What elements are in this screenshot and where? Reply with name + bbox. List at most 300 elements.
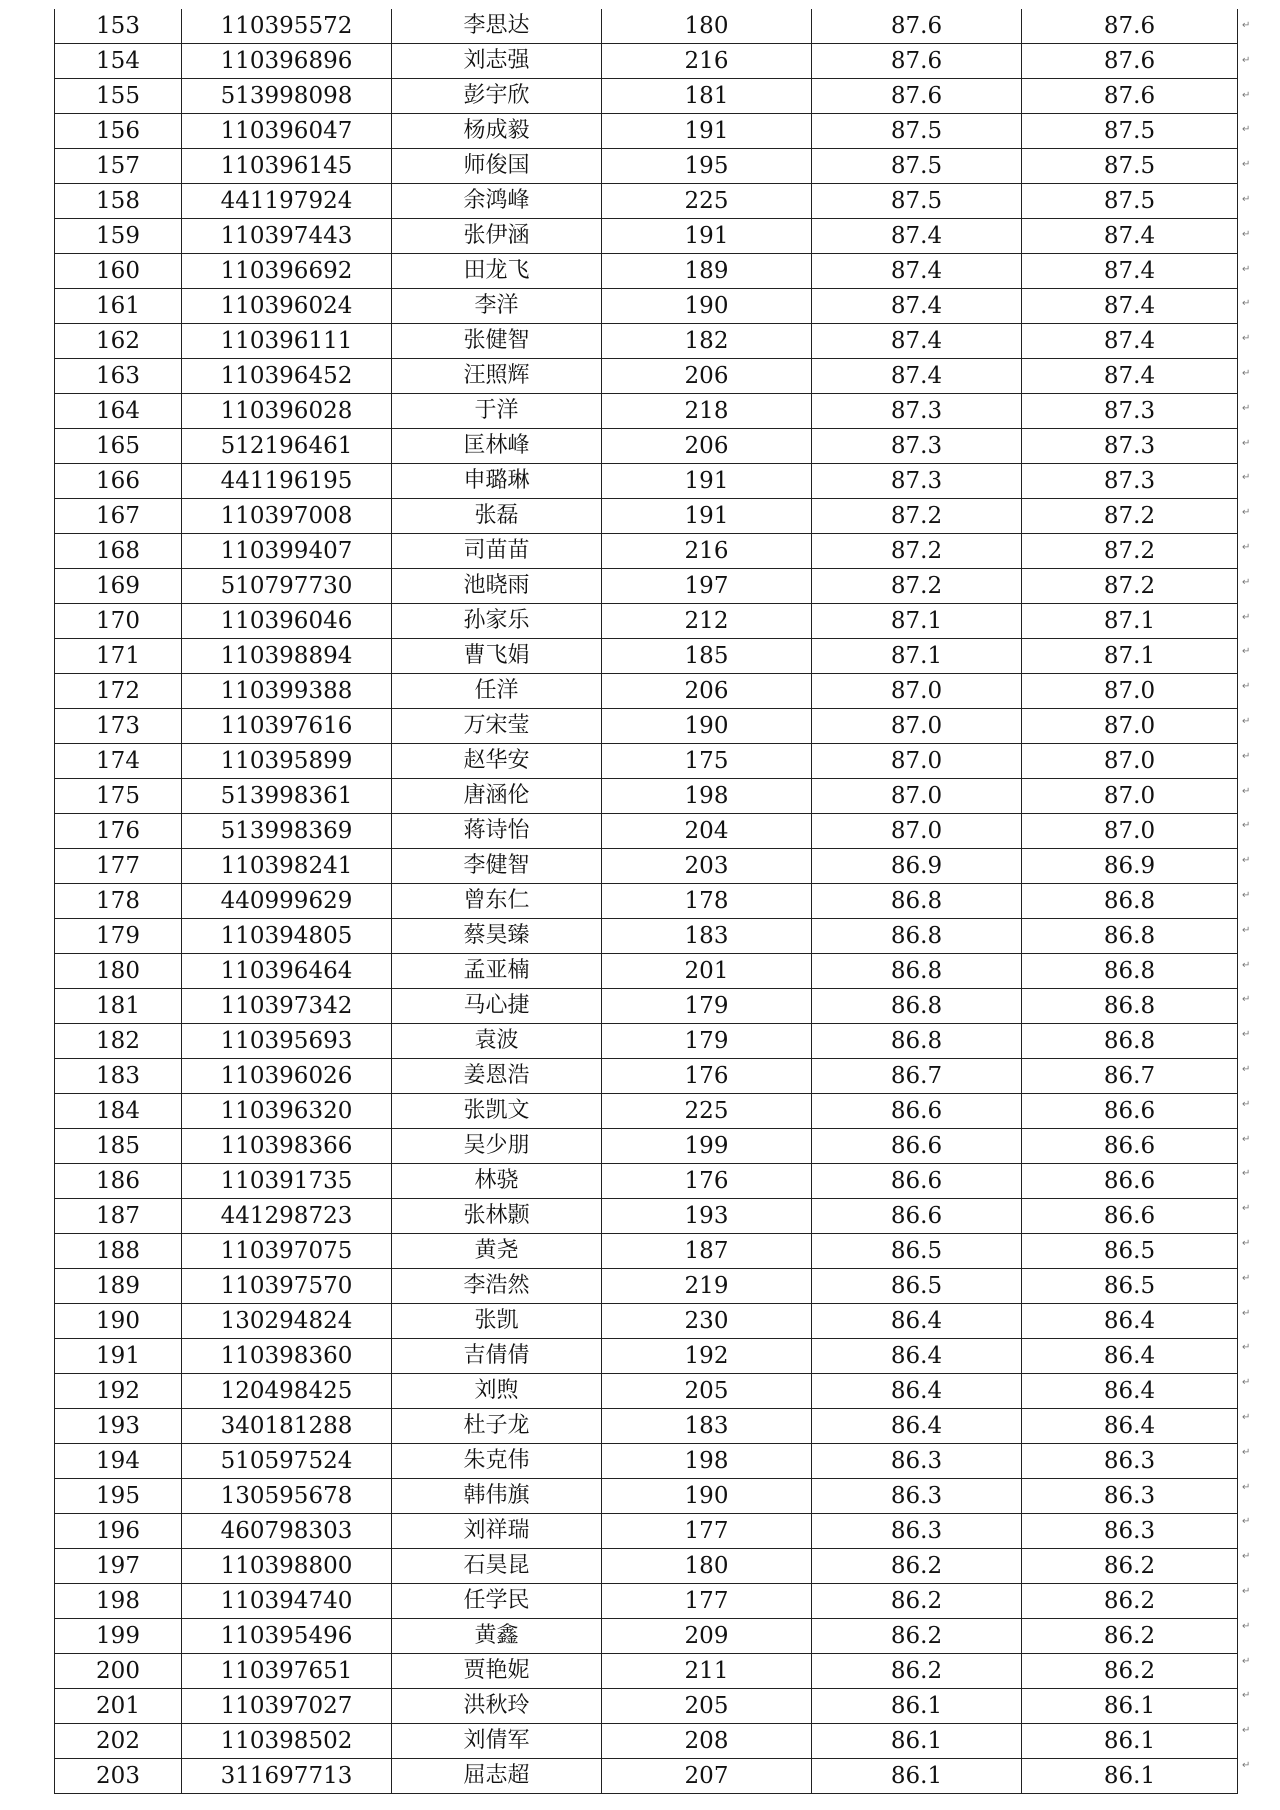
table-row: [55, 149, 1238, 184]
name-cell: 张凯文: [392, 1094, 602, 1129]
name-cell: 万宋莹: [392, 709, 602, 744]
row-end-mark: ↵: [1242, 1238, 1251, 1249]
table-row: [55, 1094, 1238, 1129]
id-cell: 110391735: [182, 1164, 392, 1199]
name-cell: 刘祥瑞: [392, 1514, 602, 1549]
id-cell: 110394740: [182, 1584, 392, 1619]
row-end-mark: ↵: [1242, 924, 1251, 936]
score-cell: 177: [602, 1514, 812, 1549]
table-row: [55, 1234, 1238, 1269]
id-cell: 130294824: [182, 1304, 392, 1339]
name-cell: 司苗苗: [392, 534, 602, 569]
rank-cell: 171: [55, 639, 182, 674]
name-cell: 张伊涵: [392, 219, 602, 254]
table-row: [55, 884, 1238, 919]
grade-cell: 86.2: [812, 1584, 1022, 1619]
id-cell: 110398360: [182, 1339, 392, 1374]
row-end-mark: ↵: [1242, 1064, 1251, 1075]
name-cell: 刘煦: [392, 1374, 602, 1409]
score-cell: 218: [602, 394, 812, 429]
rank-cell: 190: [55, 1304, 182, 1339]
table-row: [55, 429, 1238, 464]
row-end-mark: ↵: [1242, 1446, 1251, 1458]
score-cell: 195: [602, 149, 812, 184]
grade-cell: 87.6: [812, 79, 1022, 114]
score-cell: 225: [602, 184, 812, 219]
table-row: [55, 394, 1238, 429]
table-row: [55, 989, 1238, 1024]
row-end-mark: ↵: [1242, 1168, 1251, 1180]
grade-cell: 87.4: [812, 359, 1022, 394]
id-cell: 110395496: [182, 1619, 392, 1654]
row-end-mark: ↵: [1242, 611, 1251, 623]
id-cell: 110397651: [182, 1654, 392, 1689]
score-cell: 176: [602, 1164, 812, 1199]
rank-cell: 192: [55, 1374, 182, 1409]
final-grade-cell: 87.1: [1022, 604, 1238, 639]
rank-cell: 155: [55, 79, 182, 114]
table-row: [55, 1374, 1238, 1409]
grade-cell: 86.8: [812, 1024, 1022, 1059]
table-row: [55, 569, 1238, 604]
final-grade-cell: 87.0: [1022, 779, 1238, 814]
final-grade-cell: 86.2: [1022, 1619, 1238, 1654]
table-row: [55, 919, 1238, 954]
final-grade-cell: 87.3: [1022, 394, 1238, 429]
grade-cell: 86.4: [812, 1374, 1022, 1409]
name-cell: 汪照辉: [392, 359, 602, 394]
id-cell: 311697713: [182, 1759, 392, 1794]
score-cell: 179: [602, 1024, 812, 1059]
row-end-mark: ↵: [1242, 437, 1251, 449]
final-grade-cell: 87.0: [1022, 814, 1238, 849]
final-grade-cell: 87.5: [1022, 114, 1238, 149]
id-cell: 110397443: [182, 219, 392, 254]
id-cell: 513998361: [182, 779, 392, 814]
row-end-mark: ↵: [1242, 1655, 1251, 1667]
final-grade-cell: 86.4: [1022, 1374, 1238, 1409]
table-row: [55, 1199, 1238, 1234]
grade-cell: 87.1: [812, 604, 1022, 639]
score-cell: 191: [602, 464, 812, 499]
name-cell: 唐涵伦: [392, 779, 602, 814]
score-cell: 191: [602, 499, 812, 534]
final-grade-cell: 86.4: [1022, 1409, 1238, 1444]
id-cell: 110395693: [182, 1024, 392, 1059]
row-end-mark: ↵: [1242, 124, 1251, 136]
id-cell: 110396111: [182, 324, 392, 359]
final-grade-cell: 86.6: [1022, 1094, 1238, 1129]
row-end-mark: ↵: [1242, 1516, 1251, 1528]
name-cell: 余鸿峰: [392, 184, 602, 219]
id-cell: 110396896: [182, 44, 392, 79]
final-grade-cell: 87.5: [1022, 184, 1238, 219]
grade-cell: 87.5: [812, 114, 1022, 149]
row-end-mark: ↵: [1242, 159, 1251, 171]
id-cell: 110396046: [182, 604, 392, 639]
row-end-mark: ↵: [1242, 20, 1251, 31]
final-grade-cell: 86.8: [1022, 919, 1238, 954]
grade-cell: 86.4: [812, 1339, 1022, 1374]
row-end-mark: ↵: [1242, 542, 1251, 553]
table-row: [55, 1304, 1238, 1339]
score-cell: 183: [602, 919, 812, 954]
final-grade-cell: 86.3: [1022, 1514, 1238, 1549]
row-end-mark: ↵: [1242, 54, 1251, 66]
id-cell: 110396464: [182, 954, 392, 989]
name-cell: 杜子龙: [392, 1409, 602, 1444]
id-cell: 441196195: [182, 464, 392, 499]
score-cell: 192: [602, 1339, 812, 1374]
table-row: [55, 1164, 1238, 1199]
name-cell: 曹飞娟: [392, 639, 602, 674]
table-row: [55, 1024, 1238, 1059]
rank-cell: 159: [55, 219, 182, 254]
row-end-mark: ↵: [1242, 681, 1251, 693]
final-grade-cell: 86.6: [1022, 1164, 1238, 1199]
grade-cell: 86.3: [812, 1444, 1022, 1479]
table-row: [55, 184, 1238, 219]
rank-cell: 163: [55, 359, 182, 394]
row-end-mark: ↵: [1242, 1272, 1251, 1284]
grade-cell: 86.7: [812, 1059, 1022, 1094]
final-grade-cell: 86.2: [1022, 1584, 1238, 1619]
final-grade-cell: 86.6: [1022, 1199, 1238, 1234]
final-grade-cell: 86.7: [1022, 1059, 1238, 1094]
id-cell: 110395572: [182, 9, 392, 44]
rank-cell: 195: [55, 1479, 182, 1514]
score-cell: 185: [602, 639, 812, 674]
score-cell: 190: [602, 289, 812, 324]
row-end-mark: ↵: [1242, 716, 1251, 727]
score-cell: 182: [602, 324, 812, 359]
final-grade-cell: 87.4: [1022, 289, 1238, 324]
table-row: [55, 254, 1238, 289]
rank-cell: 179: [55, 919, 182, 954]
table-row: [55, 1479, 1238, 1514]
rank-cell: 200: [55, 1654, 182, 1689]
row-end-mark: ↵: [1242, 298, 1251, 310]
name-cell: 赵华安: [392, 744, 602, 779]
grade-cell: 86.3: [812, 1479, 1022, 1514]
name-cell: 张健智: [392, 324, 602, 359]
rank-cell: 157: [55, 149, 182, 184]
final-grade-cell: 86.8: [1022, 1024, 1238, 1059]
score-cell: 211: [602, 1654, 812, 1689]
final-grade-cell: 87.2: [1022, 499, 1238, 534]
rank-cell: 189: [55, 1269, 182, 1304]
row-end-mark: ↵: [1242, 785, 1251, 797]
rank-cell: 161: [55, 289, 182, 324]
id-cell: 110398800: [182, 1549, 392, 1584]
name-cell: 刘倩军: [392, 1724, 602, 1759]
id-cell: 513998369: [182, 814, 392, 849]
grade-cell: 86.1: [812, 1759, 1022, 1794]
rank-cell: 198: [55, 1584, 182, 1619]
score-table: [54, 9, 1238, 1794]
rank-cell: 202: [55, 1724, 182, 1759]
name-cell: 黄尧: [392, 1234, 602, 1269]
final-grade-cell: 86.5: [1022, 1234, 1238, 1269]
rank-cell: 166: [55, 464, 182, 499]
rank-cell: 184: [55, 1094, 182, 1129]
grade-cell: 87.2: [812, 569, 1022, 604]
table-row: [55, 324, 1238, 359]
score-cell: 193: [602, 1199, 812, 1234]
rank-cell: 193: [55, 1409, 182, 1444]
rank-cell: 199: [55, 1619, 182, 1654]
final-grade-cell: 86.1: [1022, 1724, 1238, 1759]
row-end-mark: ↵: [1242, 750, 1251, 762]
score-cell: 177: [602, 1584, 812, 1619]
grade-cell: 87.0: [812, 744, 1022, 779]
row-end-mark: ↵: [1242, 1133, 1251, 1145]
name-cell: 洪秋玲: [392, 1689, 602, 1724]
table-row: [55, 814, 1238, 849]
name-cell: 吉倩倩: [392, 1339, 602, 1374]
table-row: [55, 1269, 1238, 1304]
table-row: [55, 1444, 1238, 1479]
rank-cell: 170: [55, 604, 182, 639]
final-grade-cell: 87.0: [1022, 744, 1238, 779]
name-cell: 田龙飞: [392, 254, 602, 289]
id-cell: 440999629: [182, 884, 392, 919]
score-cell: 207: [602, 1759, 812, 1794]
table-row: [55, 709, 1238, 744]
final-grade-cell: 87.6: [1022, 9, 1238, 44]
grade-cell: 87.6: [812, 9, 1022, 44]
row-end-mark: ↵: [1242, 228, 1251, 240]
score-cell: 203: [602, 849, 812, 884]
final-grade-cell: 86.4: [1022, 1304, 1238, 1339]
rank-cell: 172: [55, 674, 182, 709]
row-end-mark: ↵: [1242, 472, 1251, 484]
grade-cell: 87.0: [812, 674, 1022, 709]
row-end-mark: ↵: [1242, 820, 1251, 832]
row-end-mark: ↵: [1242, 1342, 1251, 1354]
score-cell: 204: [602, 814, 812, 849]
final-grade-cell: 86.3: [1022, 1444, 1238, 1479]
rank-cell: 162: [55, 324, 182, 359]
rank-cell: 154: [55, 44, 182, 79]
row-end-mark: ↵: [1242, 507, 1251, 519]
table-row: [55, 1724, 1238, 1759]
rank-cell: 168: [55, 534, 182, 569]
score-cell: 179: [602, 989, 812, 1024]
row-end-mark: ↵: [1242, 1098, 1251, 1110]
name-cell: 张林颢: [392, 1199, 602, 1234]
score-cell: 183: [602, 1409, 812, 1444]
table-row: [55, 604, 1238, 639]
id-cell: 110398366: [182, 1129, 392, 1164]
final-grade-cell: 87.4: [1022, 359, 1238, 394]
score-cell: 190: [602, 1479, 812, 1514]
final-grade-cell: 87.2: [1022, 569, 1238, 604]
score-cell: 175: [602, 744, 812, 779]
row-end-mark: ↵: [1242, 1725, 1251, 1737]
name-cell: 彭宇欣: [392, 79, 602, 114]
table-row: [55, 1549, 1238, 1584]
score-cell: 198: [602, 779, 812, 814]
id-cell: 110396320: [182, 1094, 392, 1129]
score-cell: 191: [602, 114, 812, 149]
final-grade-cell: 86.6: [1022, 1129, 1238, 1164]
name-cell: 池晓雨: [392, 569, 602, 604]
grade-cell: 87.1: [812, 639, 1022, 674]
table-row: [55, 954, 1238, 989]
name-cell: 马心捷: [392, 989, 602, 1024]
final-grade-cell: 87.3: [1022, 429, 1238, 464]
row-end-mark: ↵: [1242, 890, 1251, 901]
row-end-mark: ↵: [1242, 1481, 1251, 1493]
table-body: [55, 9, 1238, 1794]
final-grade-cell: 86.1: [1022, 1759, 1238, 1794]
final-grade-cell: 87.1: [1022, 639, 1238, 674]
grade-cell: 87.5: [812, 149, 1022, 184]
grade-cell: 87.4: [812, 324, 1022, 359]
id-cell: 110398241: [182, 849, 392, 884]
name-cell: 吴少朋: [392, 1129, 602, 1164]
id-cell: 110396145: [182, 149, 392, 184]
grade-cell: 86.6: [812, 1164, 1022, 1199]
final-grade-cell: 87.4: [1022, 219, 1238, 254]
row-end-mark: ↵: [1242, 1690, 1251, 1702]
id-cell: 110395899: [182, 744, 392, 779]
name-cell: 李思达: [392, 9, 602, 44]
id-cell: 110396026: [182, 1059, 392, 1094]
final-grade-cell: 87.2: [1022, 534, 1238, 569]
rank-cell: 173: [55, 709, 182, 744]
name-cell: 屈志超: [392, 1759, 602, 1794]
table-row: [55, 779, 1238, 814]
table-row: [55, 534, 1238, 569]
final-grade-cell: 86.2: [1022, 1654, 1238, 1689]
final-grade-cell: 87.4: [1022, 324, 1238, 359]
id-cell: 130595678: [182, 1479, 392, 1514]
row-end-mark: ↵: [1242, 1551, 1251, 1563]
rank-cell: 183: [55, 1059, 182, 1094]
rank-cell: 187: [55, 1199, 182, 1234]
name-cell: 任洋: [392, 674, 602, 709]
rank-cell: 164: [55, 394, 182, 429]
score-cell: 219: [602, 1269, 812, 1304]
grade-cell: 86.8: [812, 954, 1022, 989]
table-row: [55, 1689, 1238, 1724]
id-cell: 110396452: [182, 359, 392, 394]
id-cell: 110396047: [182, 114, 392, 149]
name-cell: 林骁: [392, 1164, 602, 1199]
name-cell: 刘志强: [392, 44, 602, 79]
final-grade-cell: 86.8: [1022, 884, 1238, 919]
final-grade-cell: 86.8: [1022, 989, 1238, 1024]
score-cell: 230: [602, 1304, 812, 1339]
name-cell: 李浩然: [392, 1269, 602, 1304]
final-grade-cell: 87.5: [1022, 149, 1238, 184]
rank-cell: 160: [55, 254, 182, 289]
table-row: [55, 499, 1238, 534]
score-cell: 180: [602, 1549, 812, 1584]
grade-cell: 86.8: [812, 884, 1022, 919]
name-cell: 曾东仁: [392, 884, 602, 919]
id-cell: 110397616: [182, 709, 392, 744]
row-end-mark: ↵: [1242, 89, 1251, 101]
final-grade-cell: 87.4: [1022, 254, 1238, 289]
id-cell: 120498425: [182, 1374, 392, 1409]
score-cell: 198: [602, 1444, 812, 1479]
grade-cell: 87.4: [812, 289, 1022, 324]
rank-cell: 191: [55, 1339, 182, 1374]
grade-cell: 86.8: [812, 989, 1022, 1024]
grade-cell: 87.3: [812, 394, 1022, 429]
score-cell: 206: [602, 359, 812, 394]
name-cell: 蒋诗怡: [392, 814, 602, 849]
name-cell: 黄鑫: [392, 1619, 602, 1654]
rank-cell: 194: [55, 1444, 182, 1479]
grade-cell: 87.6: [812, 44, 1022, 79]
rank-cell: 153: [55, 9, 182, 44]
rank-cell: 176: [55, 814, 182, 849]
row-end-mark: ↵: [1242, 402, 1251, 414]
rank-cell: 156: [55, 114, 182, 149]
table-row: [55, 1339, 1238, 1374]
grade-cell: 86.9: [812, 849, 1022, 884]
rank-cell: 169: [55, 569, 182, 604]
rank-cell: 201: [55, 1689, 182, 1724]
rank-cell: 196: [55, 1514, 182, 1549]
rank-cell: 175: [55, 779, 182, 814]
grade-cell: 86.6: [812, 1199, 1022, 1234]
rank-cell: 185: [55, 1129, 182, 1164]
row-end-mark: ↵: [1242, 263, 1251, 275]
row-end-mark: ↵: [1242, 1760, 1251, 1771]
rank-cell: 158: [55, 184, 182, 219]
id-cell: 460798303: [182, 1514, 392, 1549]
name-cell: 张磊: [392, 499, 602, 534]
grade-cell: 87.2: [812, 534, 1022, 569]
id-cell: 110397342: [182, 989, 392, 1024]
grade-cell: 86.3: [812, 1514, 1022, 1549]
score-cell: 201: [602, 954, 812, 989]
score-cell: 191: [602, 219, 812, 254]
grade-cell: 87.2: [812, 499, 1022, 534]
id-cell: 110399388: [182, 674, 392, 709]
table-row: [55, 44, 1238, 79]
score-cell: 209: [602, 1619, 812, 1654]
name-cell: 姜恩浩: [392, 1059, 602, 1094]
name-cell: 孙家乐: [392, 604, 602, 639]
score-cell: 197: [602, 569, 812, 604]
grade-cell: 86.2: [812, 1619, 1022, 1654]
id-cell: 110397027: [182, 1689, 392, 1724]
id-cell: 512196461: [182, 429, 392, 464]
grade-cell: 86.2: [812, 1654, 1022, 1689]
rank-cell: 181: [55, 989, 182, 1024]
final-grade-cell: 87.3: [1022, 464, 1238, 499]
id-cell: 110396692: [182, 254, 392, 289]
grade-cell: 86.2: [812, 1549, 1022, 1584]
rank-cell: 174: [55, 744, 182, 779]
final-grade-cell: 86.2: [1022, 1549, 1238, 1584]
name-cell: 李健智: [392, 849, 602, 884]
id-cell: 110396028: [182, 394, 392, 429]
rank-cell: 197: [55, 1549, 182, 1584]
row-end-mark: ↵: [1242, 1586, 1251, 1597]
name-cell: 于洋: [392, 394, 602, 429]
name-cell: 师俊国: [392, 149, 602, 184]
score-cell: 180: [602, 9, 812, 44]
table-row: [55, 639, 1238, 674]
row-end-mark: ↵: [1242, 1307, 1251, 1319]
